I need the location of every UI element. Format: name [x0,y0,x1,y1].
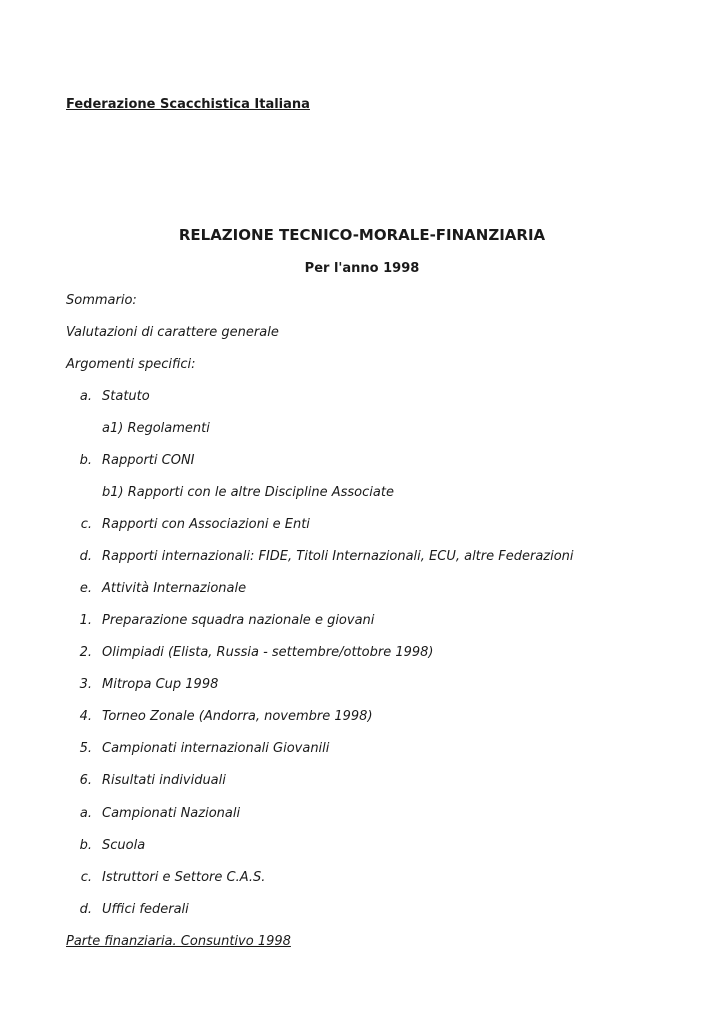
list-marker: d. [79,549,92,564]
document-subtitle: Per l'anno 1998 [304,261,420,276]
list-marker: b. [79,453,92,468]
list-item-text: Olimpiadi (Elista, Russia - settembre/ottobre 1998) [102,645,434,660]
list-marker: 3. [79,677,92,692]
list-marker: 6. [79,773,92,788]
document-title: RELAZIONE TECNICO-MORALE-FINANZIARIA [178,226,546,244]
list-item-text: Rapporti internazionali: FIDE, Titoli Internazionali, ECU, altre Federazioni [102,549,574,564]
list-item-text: Attività Internazionale [102,581,247,596]
summary-label: Sommario: [66,293,137,308]
specific-topics-label: Argomenti specifici: [66,357,196,372]
list-item-text: Rapporti CONI [102,453,195,468]
list-item-text: Uffici federali [102,902,189,917]
list-marker: 2. [79,645,92,660]
list-item-text: Campionati Nazionali [102,806,241,821]
list-marker: e. [79,581,92,596]
financial-section-link: Parte finanziaria. Consuntivo 1998 [66,934,291,949]
list-marker: a. [79,389,92,404]
list-item-text: Rapporti con Associazioni e Enti [102,517,310,532]
list-marker: d. [79,902,92,917]
list-marker: 4. [79,709,92,724]
list-item-text: Torneo Zonale (Andorra, novembre 1998) [102,709,373,724]
list-marker: 5. [79,741,92,756]
list-item-text: Istruttori e Settore C.A.S. [102,870,266,885]
list-item-text: Mitropa Cup 1998 [102,677,219,692]
list-marker: c. [80,870,92,885]
list-item-text: b1) Rapporti con le altre Discipline Associate [102,485,394,500]
list-item-text: Statuto [102,389,150,404]
list-marker: b. [79,838,92,853]
list-marker: c. [80,517,92,532]
list-item-text: Campionati internazionali Giovanili [102,741,330,756]
list-item-text: Risultati individuali [102,773,226,788]
organization-heading: Federazione Scacchistica Italiana [66,97,310,112]
list-marker: a. [79,806,92,821]
list-item-text: Scuola [102,838,146,853]
list-item-text: a1) Regolamenti [102,421,210,436]
list-marker: 1. [79,613,92,628]
general-evaluations: Valutazioni di carattere generale [66,325,279,340]
list-item-text: Preparazione squadra nazionale e giovani [102,613,375,628]
